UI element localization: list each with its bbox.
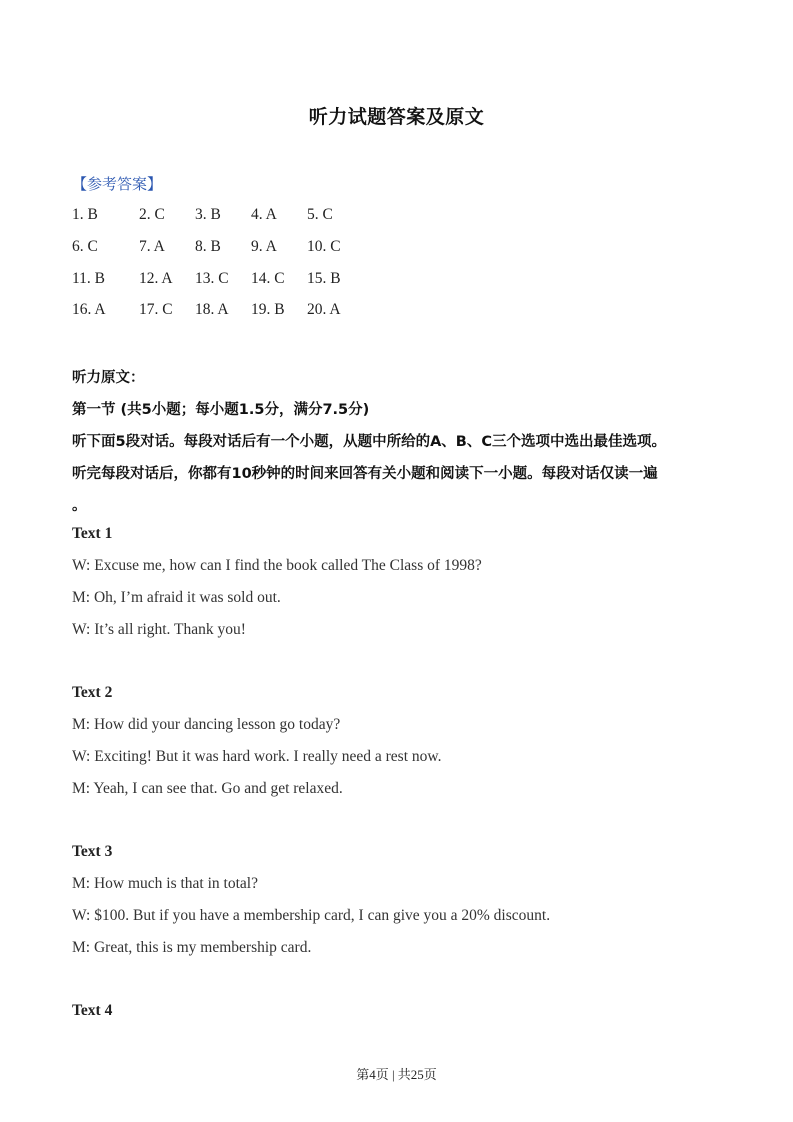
answer-item: 10. C — [307, 237, 341, 255]
dialogue-line: W: It’s all right. Thank you! — [72, 621, 246, 638]
transcript-heading: 听力原文： — [72, 370, 145, 386]
dialogue-line: W: Excuse me, how can I find the book called The Class of 1998? — [72, 557, 482, 574]
dialogue-line: M: How did your dancing lesson go today? — [72, 716, 341, 733]
answer-item: 3. B — [195, 206, 221, 223]
answer-item: 18. A — [195, 301, 229, 319]
answer-item: 12. A — [139, 269, 173, 287]
answer-item: 9. A — [251, 237, 277, 255]
answer-item: 6. C — [72, 237, 98, 255]
dialogue-line: M: Yeah, I can see that. Go and get relaxed. — [72, 780, 343, 797]
instructions-line-2: 听完每段对话后，你都有10秒钟的时间来回答有关小题和阅读下一小题。每段对话仅读一遍 — [72, 466, 658, 482]
instructions-line-1: 听下面5段对话。每段对话后有一个小题，从题中所给的A、B、C三个选项中选出最佳选项。 — [72, 434, 667, 450]
section-heading: 第一节 (共5小题；每小题1.5分，满分7.5分) — [72, 402, 370, 418]
answer-item: 4. A — [251, 206, 277, 223]
answer-item: 17. C — [139, 301, 173, 319]
dialogue-line: M: Oh, I’m afraid it was sold out. — [72, 589, 281, 606]
dialogue-line: W: Exciting! But it was hard work. I really need a rest now. — [72, 748, 442, 765]
text-label: Text 3 — [72, 843, 113, 860]
answers-heading: 【参考答案】 — [72, 175, 163, 193]
page-title: 听力试题答案及原文 — [308, 106, 485, 128]
answer-item: 13. C — [195, 269, 229, 287]
answer-item: 2. C — [139, 206, 165, 223]
answer-item: 7. A — [139, 237, 165, 255]
dialogue-line: W: $100. But if you have a membership card, I can give you a 20% discount. — [72, 907, 551, 924]
answer-item: 8. B — [195, 237, 221, 255]
answer-item: 15. B — [307, 269, 341, 287]
answer-item: 14. C — [251, 269, 285, 287]
text-label: Text 1 — [72, 525, 113, 542]
instructions-line-3: 。 — [72, 498, 87, 514]
answer-item: 16. A — [72, 301, 106, 319]
dialogue-line: M: Great, this is my membership card. — [72, 939, 312, 956]
answer-item: 5. C — [307, 206, 333, 223]
text-label: Text 2 — [72, 684, 113, 701]
text-label: Text 4 — [72, 1002, 113, 1019]
answer-item: 1. B — [72, 206, 98, 223]
answer-item: 11. B — [72, 269, 106, 287]
page-footer: 第4页 | 共25页 — [356, 1067, 437, 1082]
answer-item: 20. A — [307, 301, 341, 319]
dialogue-line: M: How much is that in total? — [72, 875, 258, 892]
answer-item: 19. B — [251, 301, 285, 319]
